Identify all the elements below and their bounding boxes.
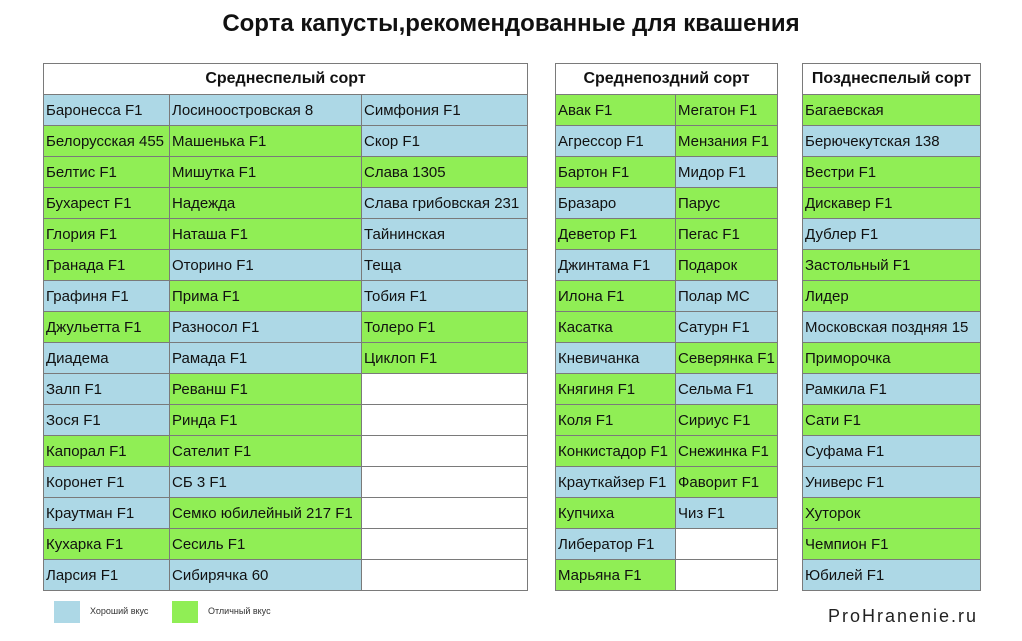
variety-cell: Илона F1	[556, 281, 676, 312]
variety-cell: Сати F1	[803, 405, 981, 436]
variety-cell: Толеро F1	[362, 312, 528, 343]
table-row	[556, 405, 778, 436]
variety-cell: Северянка F1	[676, 343, 778, 374]
variety-cell: Кневичанка	[556, 343, 676, 374]
variety-cell: Реванш F1	[170, 374, 362, 405]
table-row	[556, 157, 778, 188]
table-row	[44, 436, 528, 467]
variety-cell: Берючекутская 138	[803, 126, 981, 157]
table-mid-late	[555, 63, 778, 591]
variety-cell: Оторино F1	[170, 250, 362, 281]
variety-cell: Слава грибовская 231	[362, 188, 528, 219]
variety-cell: Коля F1	[556, 405, 676, 436]
variety-cell: Рамада F1	[170, 343, 362, 374]
legend-swatch-good	[54, 601, 80, 623]
variety-cell	[676, 529, 778, 560]
variety-cell: Краутман F1	[44, 498, 170, 529]
watermark: ProHranenie.ru	[827, 606, 978, 626]
variety-cell	[362, 467, 528, 498]
variety-cell: Баронесса F1	[44, 95, 170, 126]
group-header: Среднеспелый сорт	[44, 64, 528, 95]
variety-cell: Тайнинская	[362, 219, 528, 250]
variety-cell: Подарок	[676, 250, 778, 281]
group-header: Позднеспелый сорт	[803, 64, 981, 95]
variety-cell: Багаевская	[803, 95, 981, 126]
table-row	[556, 560, 778, 591]
variety-cell: Зося F1	[44, 405, 170, 436]
variety-cell	[676, 560, 778, 591]
variety-cell: Циклоп F1	[362, 343, 528, 374]
variety-cell: Семко юбилейный 217 F1	[170, 498, 362, 529]
table-row	[803, 374, 981, 405]
variety-cell: Универс F1	[803, 467, 981, 498]
table-row	[556, 188, 778, 219]
variety-cell: Мидор F1	[676, 157, 778, 188]
table-late	[802, 63, 981, 591]
table-row	[44, 374, 528, 405]
variety-cell: Агрессор F1	[556, 126, 676, 157]
variety-cell	[362, 560, 528, 591]
variety-cell: Крауткайзер F1	[556, 467, 676, 498]
variety-cell: Скор F1	[362, 126, 528, 157]
table-row	[556, 529, 778, 560]
variety-cell: Хуторок	[803, 498, 981, 529]
variety-cell: Сириус F1	[676, 405, 778, 436]
table-row	[44, 250, 528, 281]
variety-cell: Мегатон F1	[676, 95, 778, 126]
table-row	[803, 312, 981, 343]
table-row	[556, 374, 778, 405]
variety-cell: Пегас F1	[676, 219, 778, 250]
table-row	[44, 405, 528, 436]
variety-cell: Прима F1	[170, 281, 362, 312]
variety-cell: Сибирячка 60	[170, 560, 362, 591]
table-row	[44, 281, 528, 312]
variety-cell: Парус	[676, 188, 778, 219]
variety-cell: Джинтама F1	[556, 250, 676, 281]
variety-cell: Чемпион F1	[803, 529, 981, 560]
variety-cell: Бартон F1	[556, 157, 676, 188]
variety-cell: Лидер	[803, 281, 981, 312]
legend-swatch-excellent	[172, 601, 198, 623]
variety-cell: СБ 3 F1	[170, 467, 362, 498]
table-row	[44, 467, 528, 498]
variety-cell: Кухарка F1	[44, 529, 170, 560]
variety-cell: Теща	[362, 250, 528, 281]
variety-cell	[362, 436, 528, 467]
variety-cell: Лосиноостровская 8	[170, 95, 362, 126]
table-row	[44, 188, 528, 219]
variety-cell: Тобия F1	[362, 281, 528, 312]
page-title: Сорта капусты,рекомендованные для квашения	[222, 10, 800, 37]
variety-cell: Чиз F1	[676, 498, 778, 529]
table-row	[803, 529, 981, 560]
table-row	[803, 250, 981, 281]
variety-cell: Полар МС	[676, 281, 778, 312]
table-row	[803, 560, 981, 591]
variety-cell: Ринда F1	[170, 405, 362, 436]
table-row	[803, 188, 981, 219]
variety-cell: Авак F1	[556, 95, 676, 126]
table-row	[556, 467, 778, 498]
variety-cell: Залп F1	[44, 374, 170, 405]
variety-cell: Наташа F1	[170, 219, 362, 250]
group-header: Среднепоздний сорт	[556, 64, 778, 95]
variety-cell: Гранада F1	[44, 250, 170, 281]
variety-cell: Капорал F1	[44, 436, 170, 467]
variety-cell: Касатка	[556, 312, 676, 343]
variety-cell: Сателит F1	[170, 436, 362, 467]
table-row	[556, 126, 778, 157]
table-row	[44, 95, 528, 126]
table-row	[803, 405, 981, 436]
table-row	[803, 343, 981, 374]
table-row	[803, 436, 981, 467]
variety-cell: Рамкила F1	[803, 374, 981, 405]
variety-cell: Симфония F1	[362, 95, 528, 126]
table-row	[556, 498, 778, 529]
table-row	[556, 281, 778, 312]
table-row	[44, 219, 528, 250]
variety-cell: Дискавер F1	[803, 188, 981, 219]
legend-label-excellent: Отличный вкус	[208, 606, 271, 616]
variety-cell: Надежда	[170, 188, 362, 219]
table-row	[803, 95, 981, 126]
variety-cell: Белорусская 455	[44, 126, 170, 157]
variety-cell: Сесиль F1	[170, 529, 362, 560]
variety-cell: Либератор F1	[556, 529, 676, 560]
variety-cell: Застольный F1	[803, 250, 981, 281]
table-row	[556, 219, 778, 250]
variety-cell: Купчиха	[556, 498, 676, 529]
variety-cell: Фаворит F1	[676, 467, 778, 498]
variety-cell: Дублер F1	[803, 219, 981, 250]
table-row	[803, 157, 981, 188]
variety-cell	[362, 529, 528, 560]
table-row	[803, 219, 981, 250]
table-row	[556, 343, 778, 374]
table-row	[44, 529, 528, 560]
table-row	[44, 312, 528, 343]
variety-cell: Ларсия F1	[44, 560, 170, 591]
variety-cell: Джульетта F1	[44, 312, 170, 343]
variety-cell	[362, 498, 528, 529]
variety-cell: Бразаро	[556, 188, 676, 219]
table-row	[44, 343, 528, 374]
variety-cell: Разносол F1	[170, 312, 362, 343]
variety-cell: Приморочка	[803, 343, 981, 374]
variety-cell: Графиня F1	[44, 281, 170, 312]
variety-cell: Сельма F1	[676, 374, 778, 405]
table-row	[44, 560, 528, 591]
table-row	[803, 126, 981, 157]
variety-cell: Княгиня F1	[556, 374, 676, 405]
table-mid-season	[43, 63, 528, 591]
variety-cell: Московская поздняя 15	[803, 312, 981, 343]
table-row	[803, 467, 981, 498]
variety-cell: Мензания F1	[676, 126, 778, 157]
table-row	[556, 436, 778, 467]
table-row	[556, 312, 778, 343]
variety-cell: Снежинка F1	[676, 436, 778, 467]
table-row	[556, 250, 778, 281]
table-row	[803, 281, 981, 312]
variety-cell: Юбилей F1	[803, 560, 981, 591]
variety-cell: Деветор F1	[556, 219, 676, 250]
table-row	[44, 126, 528, 157]
legend-label-good: Хороший вкус	[90, 606, 149, 616]
table-row	[556, 95, 778, 126]
variety-cell: Марьяна F1	[556, 560, 676, 591]
table-row	[44, 157, 528, 188]
variety-cell	[362, 405, 528, 436]
variety-cell: Бухарест F1	[44, 188, 170, 219]
variety-cell: Диадема	[44, 343, 170, 374]
variety-cell: Вестри F1	[803, 157, 981, 188]
table-row	[44, 498, 528, 529]
variety-cell: Сатурн F1	[676, 312, 778, 343]
table-row	[803, 498, 981, 529]
variety-cell: Коронет F1	[44, 467, 170, 498]
variety-cell: Конкистадор F1	[556, 436, 676, 467]
variety-cell: Машенька F1	[170, 126, 362, 157]
variety-cell: Слава 1305	[362, 157, 528, 188]
variety-cell: Глория F1	[44, 219, 170, 250]
variety-cell: Суфама F1	[803, 436, 981, 467]
variety-cell	[362, 374, 528, 405]
variety-cell: Белтис F1	[44, 157, 170, 188]
variety-cell: Мишутка F1	[170, 157, 362, 188]
